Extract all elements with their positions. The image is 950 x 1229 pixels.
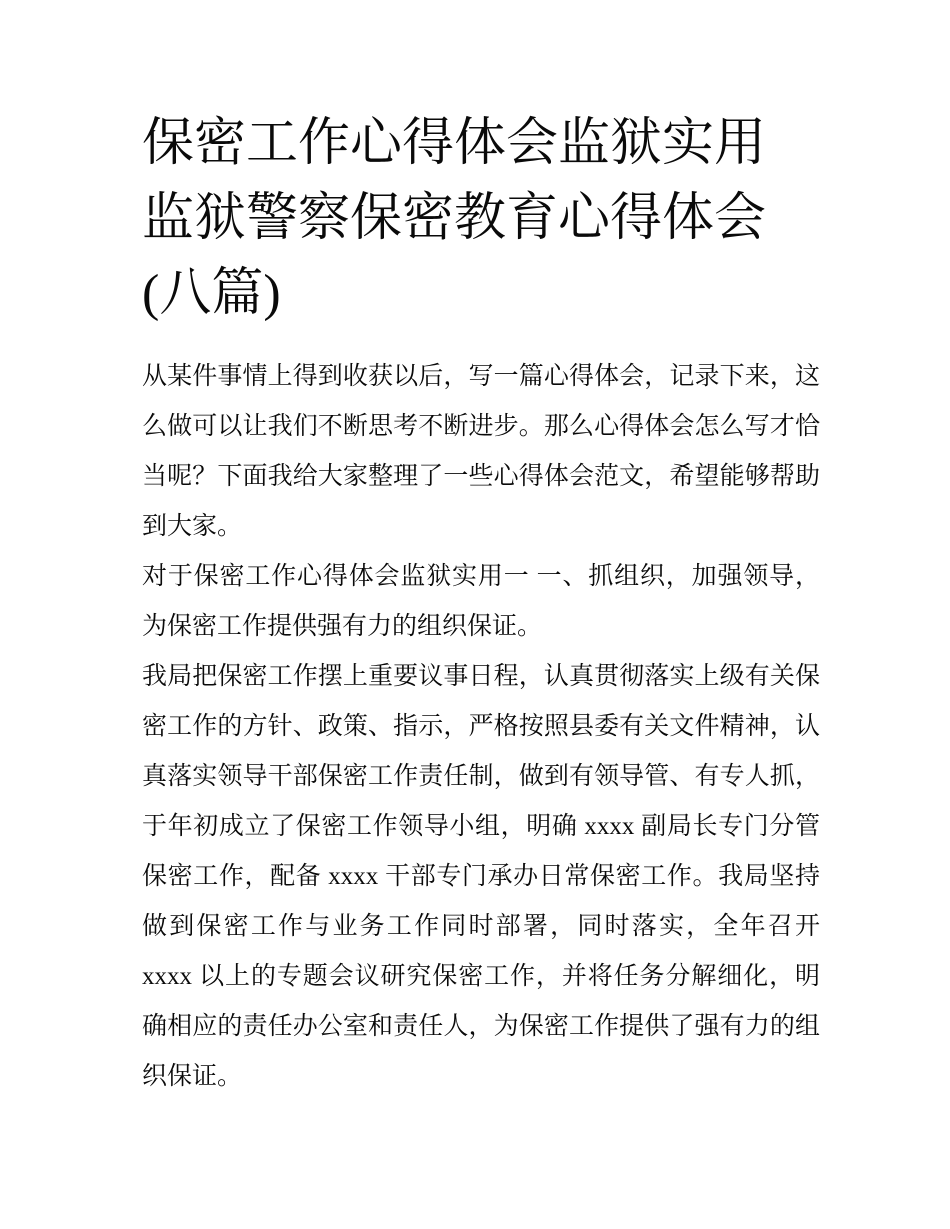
- document-page: [142, 106, 820, 1102]
- paragraph-section-heading: 对于保密工作心得体会监狱实用一 一、抓组织，加强领导，为保密工作提供强有力的组织保证。: [142, 563, 820, 640]
- paragraph-intro: 从某件事情上得到收获以后，写一篇心得体会，记录下来，这么做可以让我们不断思考不断进步。那么心得体会怎么写才恰当呢？下面我给大家整理了一些心得体会范文，希望能够帮助到大家。: [142, 363, 820, 540]
- paragraph-body: 我局把保密工作摆上重要议事日程，认真贯彻落实上级有关保密工作的方针、政策、指示，严格按照县委有关文件精神，认真落实领导干部保密工作责任制，做到有领导管、有专人抓，于年初成立了保密工作领导小组，明确 xxxx 副局长专门分管保密工作，配备 xxxx 干部专门承办日常保密工作。我局坚持做到保密工作与业务工作同时部署，同时落实，全年召开 xxxx 以上的专题会议研究保密工作，并将任务分解细化，明确相应的责任办公室和责任人，为保密工作提供了强有力的组织保证。: [142, 663, 820, 1090]
- document-title: 保密工作心得体会监狱实用 监狱警察保密教育心得体会(八篇): [142, 115, 767, 322]
